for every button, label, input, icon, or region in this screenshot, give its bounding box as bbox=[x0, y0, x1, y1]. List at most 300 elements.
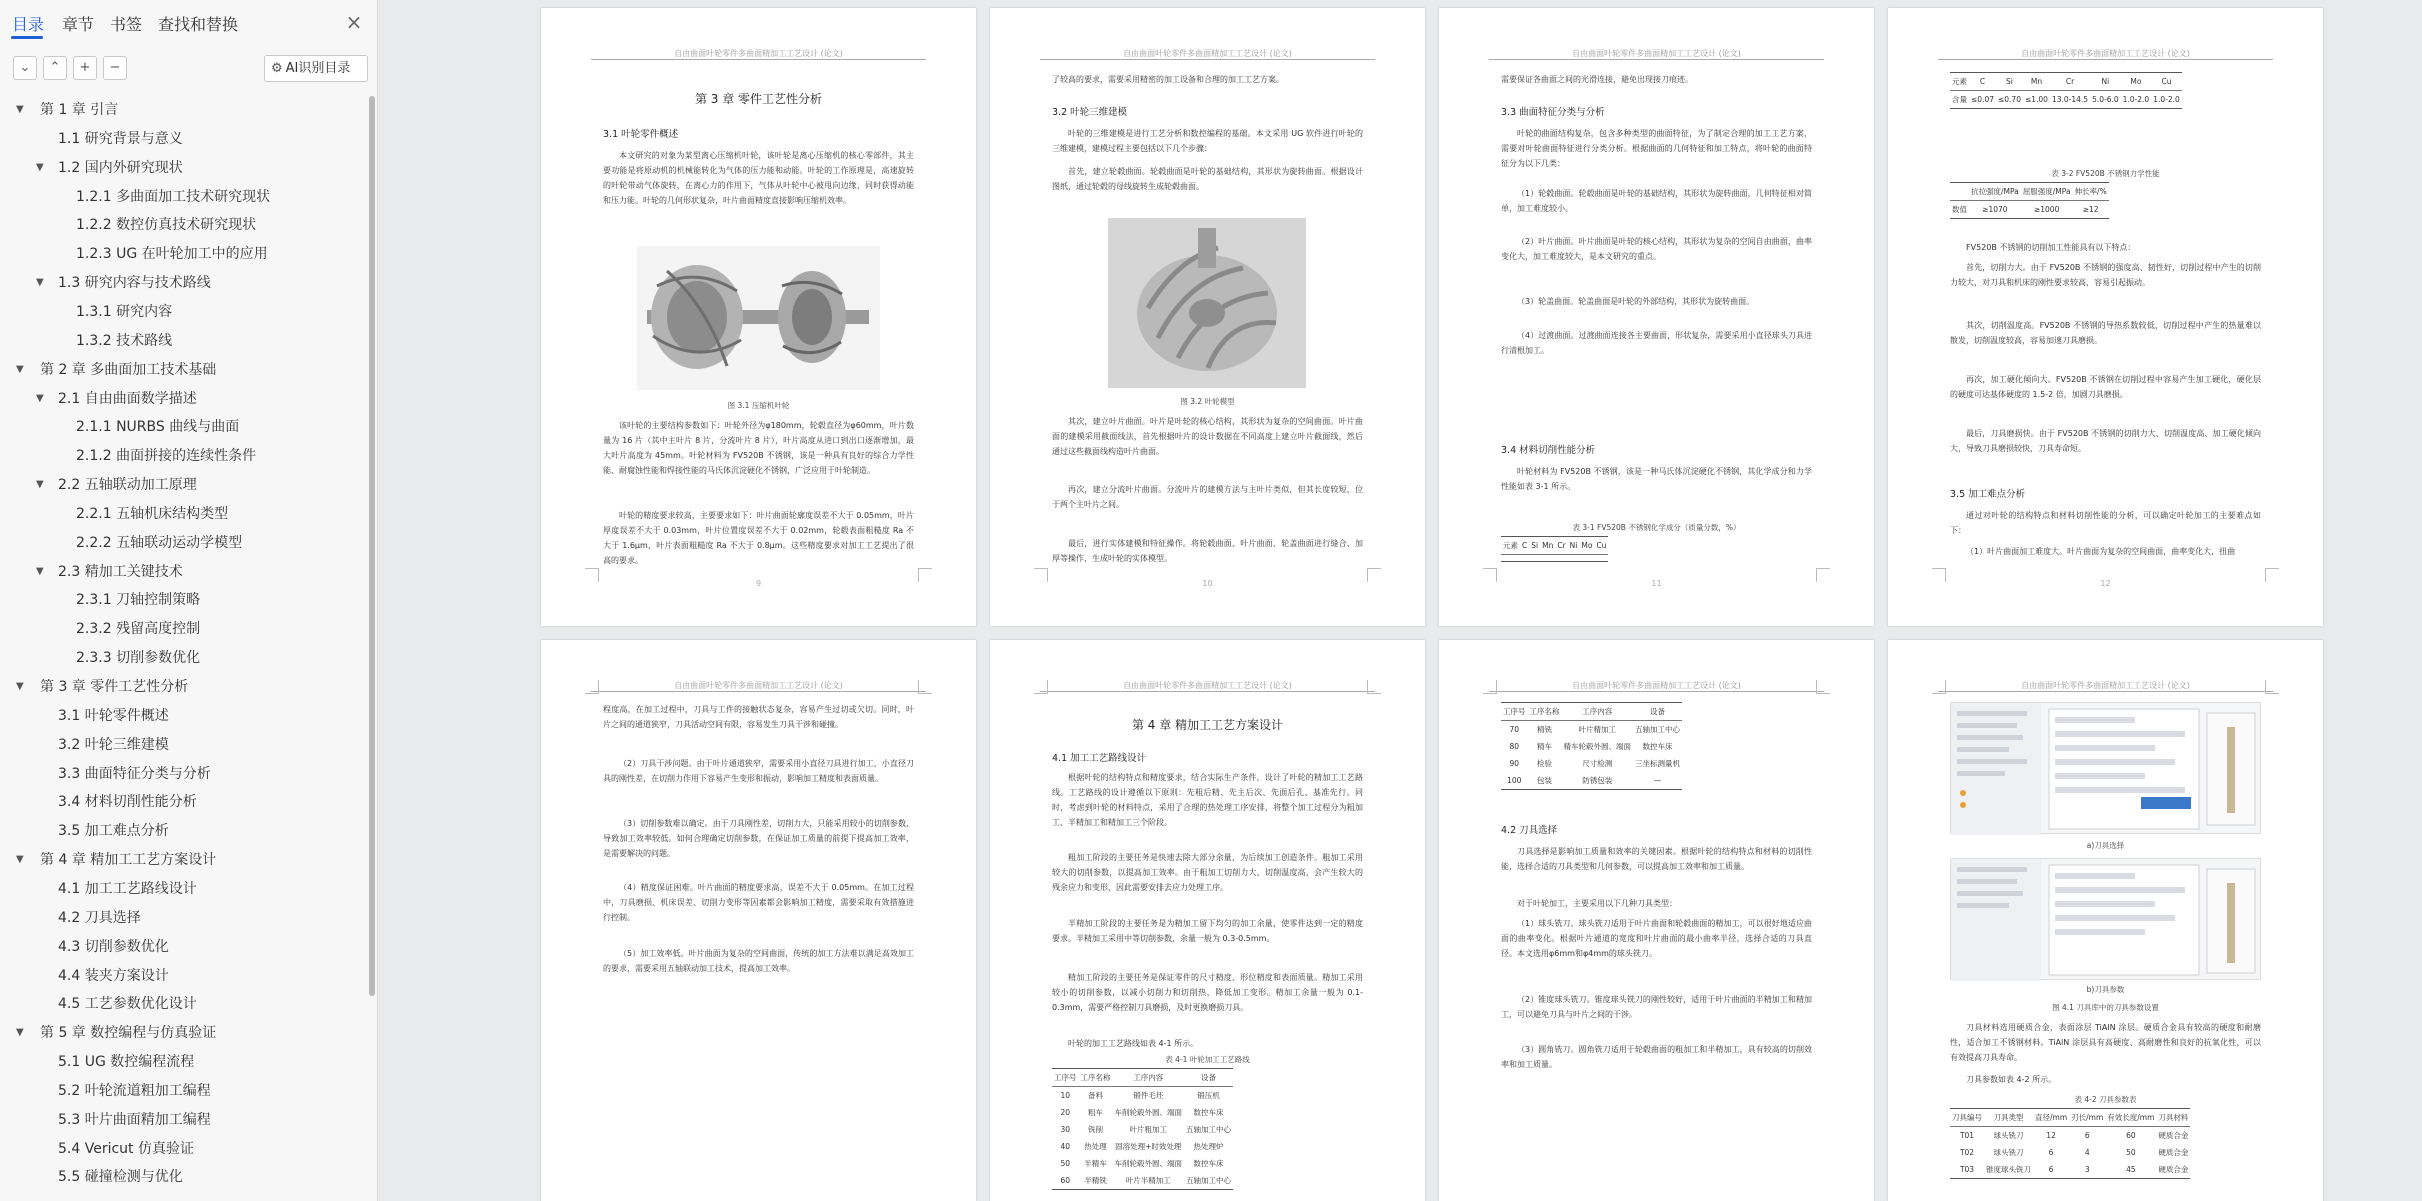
caret-down-icon[interactable]: ▼ bbox=[36, 161, 44, 173]
toc-item[interactable] bbox=[0, 1135, 360, 1163]
toc-item-label: 第 1 章 引言 bbox=[40, 102, 119, 118]
table-cell: 锥度球头铣刀 bbox=[1984, 1161, 2033, 1179]
table-cell: — bbox=[1633, 772, 1682, 790]
paragraph: 半精加工阶段的主要任务是为精加工留下均匀的加工余量，使零件达到一定的精度要求。半精加工采用中等切削参数，余量一般为 0.3-0.5mm。 bbox=[1052, 919, 1363, 943]
toc-item[interactable] bbox=[0, 615, 360, 643]
document-viewer[interactable] bbox=[378, 0, 2422, 1201]
table-cell: 热处理 bbox=[1084, 1142, 1107, 1151]
toc-item[interactable] bbox=[0, 1106, 360, 1134]
table-row bbox=[1052, 1104, 1233, 1121]
toc-item[interactable] bbox=[0, 442, 360, 470]
toc-item[interactable] bbox=[0, 327, 360, 355]
table-cell: 热处理炉 bbox=[1193, 1142, 1224, 1151]
table-cell: 锻压机 bbox=[1197, 1091, 1220, 1100]
paragraph: 程度高，在加工过程中，刀具与工件的接触状态复杂，容易产生过切或欠切。同时，叶片之间的通道狭窄，刀具活动空间有限，容易发生刀具干涉和碰撞。 bbox=[603, 705, 914, 729]
paragraph: 再次，加工硬化倾向大。FV520B 不锈钢在切削过程中容易产生加工硬化，硬化层的硬度可达基体硬度的 1.5-2 倍，加剧刀具磨损。 bbox=[1950, 375, 2261, 399]
section-heading: 4.2 刀具选择 bbox=[1501, 825, 1558, 836]
toc-item[interactable] bbox=[0, 673, 360, 701]
caret-down-icon[interactable]: ▼ bbox=[16, 104, 24, 115]
chevron-up-icon[interactable]: ⌃ bbox=[43, 56, 67, 80]
page-corner-mark bbox=[1932, 680, 1946, 694]
paragraph: （1）叶片曲面加工难度大。叶片曲面为复杂的空间曲面，曲率变化大，扭曲 bbox=[1966, 547, 2236, 556]
chevron-down-icon[interactable]: ⌄ bbox=[13, 56, 37, 80]
paragraph: （3）圆角铣刀。圆角铣刀适用于轮毂曲面的粗加工和半精加工，具有较高的切削效率和加工质量。 bbox=[1501, 1045, 1812, 1069]
figure-caption: 图 3.1 压缩机叶轮 bbox=[727, 401, 790, 410]
paragraph: 最后，刀具磨损快。由于 FV520B 不锈钢的切削力大、切削温度高、加工硬化倾向大，导致刀具磨损较快，刀具寿命短。 bbox=[1950, 429, 2261, 453]
table-row bbox=[1052, 1138, 1233, 1155]
caret-down-icon[interactable]: ▼ bbox=[16, 1027, 24, 1039]
page-12 bbox=[1888, 8, 2323, 626]
page-header: 自由曲面叶轮零件多曲面精加工工艺设计 (论文) bbox=[674, 681, 843, 690]
tool-selection-screenshot bbox=[1950, 702, 2261, 834]
outline-sidebar bbox=[0, 0, 378, 1201]
table-header-cell: 工序内容 bbox=[1113, 1069, 1185, 1087]
table-cell: 铣削 bbox=[1088, 1125, 1103, 1134]
page-corner-mark bbox=[1367, 680, 1381, 694]
table-cell: 12 bbox=[2046, 1131, 2056, 1140]
table-header-cell: Ni bbox=[1568, 537, 1580, 555]
toc-scrollbar-thumb[interactable] bbox=[369, 96, 375, 996]
toc-item[interactable] bbox=[0, 269, 360, 297]
toc-item-label: 2.1.2 曲面拼接的连续性条件 bbox=[76, 448, 257, 465]
table-cell: 精铣 bbox=[1537, 725, 1552, 734]
table-row bbox=[1052, 1155, 1233, 1172]
tab-chapters[interactable]: 章节 bbox=[62, 15, 95, 34]
page-15 bbox=[1439, 640, 1874, 1201]
toc-item-label: 2.3 精加工关键技术 bbox=[58, 563, 183, 580]
table-row bbox=[1950, 91, 2182, 109]
table-cell: 锻件毛坯 bbox=[1133, 1091, 1164, 1100]
table-cell: 精车轮毂外圆、端面 bbox=[1563, 742, 1631, 751]
table-cell: 10 bbox=[1060, 1091, 1071, 1100]
toc-item[interactable] bbox=[0, 96, 360, 124]
toc-item[interactable] bbox=[0, 471, 360, 499]
page-9 bbox=[541, 8, 976, 626]
toc-item[interactable] bbox=[0, 962, 360, 990]
toc-item[interactable] bbox=[0, 1048, 360, 1076]
table-cell: 30 bbox=[1060, 1125, 1071, 1134]
table-caption: 表 3-1 FV520B 不锈钢化学成分（质量分数，%） bbox=[1572, 523, 1741, 532]
table-header-cell: 设备 bbox=[1184, 1069, 1233, 1087]
table-caption: 表 4-2 刀具参数表 bbox=[2074, 1095, 2137, 1104]
table-cell: 90 bbox=[1509, 759, 1520, 768]
table-cell: 数控车床 bbox=[1193, 1159, 1224, 1168]
page-header: 自由曲面叶轮零件多曲面精加工工艺设计 (论文) bbox=[1572, 681, 1741, 690]
table-cell: 4 bbox=[2084, 1148, 2090, 1157]
tab-toc[interactable]: 目录 bbox=[12, 15, 45, 34]
figure-caption: 图 3.2 叶轮模型 bbox=[1180, 397, 1235, 406]
toc-item-label: 1.3.1 研究内容 bbox=[76, 303, 173, 320]
table-header-cell: 伸长率/% bbox=[2073, 183, 2109, 201]
toc-item[interactable] bbox=[0, 933, 360, 961]
tool-parameters-table bbox=[1950, 1108, 2190, 1179]
page-corner-mark bbox=[585, 680, 599, 694]
header-rule bbox=[1938, 59, 2273, 60]
table-cell: 硬质合金 bbox=[2158, 1148, 2189, 1157]
toc-item-label: 3.4 材料切削性能分析 bbox=[58, 794, 197, 811]
table-row bbox=[1501, 738, 1682, 755]
toc-scrollbar[interactable] bbox=[368, 96, 378, 1201]
table-row bbox=[1501, 721, 1682, 739]
caret-down-icon[interactable]: ▼ bbox=[36, 565, 44, 577]
table-header-cell: Cu bbox=[2151, 73, 2182, 91]
paragraph: 该叶轮的主要结构参数如下：叶轮外径为φ180mm，轮毂直径为φ60mm，叶片数量为 16 片（其中主叶片 8 片，分流叶片 8 片），叶片高度从进口到出口逐渐增加，最大叶片高度为 45mm。叶轮材料为 FV520B 不锈钢，该是一种具有良好的综合力学性能、耐腐蚀性能和焊接性能的马氏体沉淀硬化不锈钢，广泛应用于叶轮制造。 bbox=[603, 421, 914, 475]
figure-caption: 图 4.1 刀具库中的刀具参数设置 bbox=[2052, 1003, 2159, 1012]
table-cell: 球头铣刀 bbox=[1993, 1131, 2024, 1140]
table-cell: 40 bbox=[1060, 1142, 1071, 1151]
caret-down-icon[interactable]: ▼ bbox=[16, 363, 24, 375]
ai-button-label: AI识别目录 bbox=[285, 61, 351, 76]
section-heading: 3.2 叶轮三维建模 bbox=[1052, 107, 1128, 118]
table-header-row bbox=[1052, 1069, 1233, 1087]
section-heading: 3.3 曲面特征分类与分析 bbox=[1501, 107, 1605, 118]
table-header-row bbox=[1950, 73, 2182, 91]
toc-item-label: 1.2.3 UG 在叶轮加工中的应用 bbox=[76, 246, 268, 263]
table-cell: 1.0-2.0 bbox=[2151, 91, 2182, 109]
toc-item-label: 5.5 碰撞检测与优化 bbox=[58, 1169, 183, 1186]
chapter-title: 第 3 章 零件工艺性分析 bbox=[694, 92, 823, 106]
toc-item-label: 3.1 叶轮零件概述 bbox=[58, 707, 169, 724]
toc-item[interactable] bbox=[0, 990, 360, 1018]
toc-item[interactable] bbox=[0, 702, 360, 730]
table-row bbox=[1950, 1161, 2190, 1179]
toc-toolbar bbox=[0, 52, 378, 86]
table-cell: ≥1070 bbox=[1969, 201, 2021, 219]
table-cell: T03 bbox=[1950, 1161, 1984, 1179]
toc-item[interactable] bbox=[0, 356, 360, 384]
section-heading: 3.4 材料切削性能分析 bbox=[1501, 445, 1596, 456]
table-cell: 粗车 bbox=[1088, 1108, 1103, 1117]
toc-item[interactable] bbox=[0, 558, 360, 586]
caret-down-icon[interactable]: ▼ bbox=[36, 479, 44, 491]
table-cell: 70 bbox=[1509, 725, 1520, 734]
table-header-cell: Si bbox=[1529, 537, 1540, 555]
table-cell: 五轴加工中心 bbox=[1186, 1125, 1231, 1134]
toc-item[interactable] bbox=[0, 644, 360, 672]
toc-item-label: 第 3 章 零件工艺性分析 bbox=[40, 679, 189, 695]
toc-item-label: 2.3.3 切削参数优化 bbox=[76, 650, 201, 667]
table-header-cell: 设备 bbox=[1633, 703, 1682, 721]
toc-item[interactable] bbox=[0, 760, 360, 788]
toc-item-label: 4.3 切削参数优化 bbox=[58, 938, 169, 955]
paragraph: 通过对叶轮的结构特点和材料切削性能的分析，可以确定叶轮加工的主要难点如下： bbox=[1950, 511, 2261, 535]
table-header-cell: 工序号 bbox=[1052, 1069, 1079, 1087]
toc-item[interactable] bbox=[0, 788, 360, 816]
header-rule bbox=[1040, 691, 1375, 692]
table-header-cell: C bbox=[1969, 73, 1996, 91]
toc-item-label: 5.4 Vericut 仿真验证 bbox=[58, 1140, 194, 1157]
table-cell: 检验 bbox=[1537, 759, 1552, 768]
header-rule bbox=[1040, 59, 1375, 60]
toc-item-label: 2.2.2 五轴联动运动学模型 bbox=[76, 534, 243, 551]
table-row bbox=[1950, 201, 2109, 219]
table-cell: 半精铣 bbox=[1079, 1172, 1113, 1190]
ai-recognize-toc-button[interactable] bbox=[264, 55, 368, 82]
paragraph: 对于叶轮加工，主要采用以下几种刀具类型： bbox=[1517, 899, 1677, 908]
toc-item-label: 4.1 加工工艺路线设计 bbox=[58, 880, 197, 897]
toc-item-label: 4.5 工艺参数优化设计 bbox=[58, 996, 197, 1013]
table-caption: 表 4-1 叶轮加工工艺路线 bbox=[1165, 1055, 1250, 1064]
table-header-cell: Cr bbox=[2050, 73, 2090, 91]
toc-item-label: 1.2.2 数控仿真技术研究现状 bbox=[76, 217, 257, 234]
page-10 bbox=[990, 8, 1425, 626]
toc-item-label: 第 5 章 数控编程与仿真验证 bbox=[40, 1025, 217, 1042]
toc-item[interactable] bbox=[0, 586, 360, 614]
table-cell: 6 bbox=[2084, 1131, 2090, 1140]
tool-parameters-screenshot bbox=[1950, 858, 2261, 980]
toc-item[interactable] bbox=[0, 385, 360, 413]
toc-item-label: 2.2 五轴联动加工原理 bbox=[58, 477, 197, 494]
table-cell: 6 bbox=[2033, 1161, 2069, 1179]
table-row bbox=[1052, 1172, 1233, 1190]
table-cell: 60 bbox=[1052, 1172, 1079, 1190]
table-cell: 20 bbox=[1060, 1108, 1071, 1117]
toc-item-label: 1.3 研究内容与技术路线 bbox=[58, 275, 211, 292]
table-row bbox=[1950, 1127, 2190, 1145]
toc-item[interactable] bbox=[0, 240, 360, 268]
toc-item-label: 5.1 UG 数控编程流程 bbox=[58, 1054, 195, 1071]
paragraph: 刀具选择是影响加工质量和效率的关键因素。根据叶轮的结构特点和材料的切削性能，选择合适的刀具类型和几何参数，可以提高加工效率和加工质量。 bbox=[1501, 847, 1812, 871]
toc-item-label: 2.2.1 五轴机床结构类型 bbox=[76, 505, 229, 522]
chapter-title: 第 4 章 精加工工艺方案设计 bbox=[1131, 718, 1284, 732]
paragraph: 本文研究的对象为某型离心压缩机叶轮，该叶轮是离心压缩机的核心零部件，其主要功能是将原动机的机械能转化为气体的压力能和动能。叶轮的工作原理是，高速旋转的叶轮带动气体旋转，在离心力的作用下，气体从叶轮中心被甩向边缘，同时获得动能和压力能。叶轮的几何形状复杂，叶片曲面精度直接影响压缩机效率。 bbox=[603, 151, 914, 205]
paragraph: （2）叶片曲面。叶片曲面是叶轮的核心结构，其形状为复杂的空间自由曲面，曲率变化大，加工难度较大，是本文研究的重点。 bbox=[1501, 237, 1812, 261]
toc-item-label: 3.3 曲面特征分类与分析 bbox=[58, 765, 211, 782]
header-rule bbox=[1938, 691, 2273, 692]
toc-item-label: 2.1 自由曲面数学描述 bbox=[58, 390, 197, 407]
header-rule bbox=[1489, 59, 1824, 60]
table-header-cell: C bbox=[1520, 537, 1529, 555]
paragraph: 叶轮的加工工艺路线如表 4-1 所示。 bbox=[1068, 1039, 1199, 1048]
table-header-cell: Mn bbox=[1540, 537, 1555, 555]
table-header-cell: 工序内容 bbox=[1562, 703, 1634, 721]
paragraph: 需要保证各曲面之间的光滑连接，避免出现接刀痕迹。 bbox=[1501, 75, 1693, 84]
impeller-model-figure bbox=[1108, 218, 1306, 388]
table-header-cell: 直径/mm bbox=[2033, 1109, 2069, 1127]
table-header-cell: 元素 bbox=[1501, 537, 1520, 555]
table-cell: 3 bbox=[2069, 1161, 2105, 1179]
toc-item[interactable] bbox=[0, 875, 360, 903]
toc-item[interactable] bbox=[0, 904, 360, 932]
table-header-cell: Cr bbox=[1555, 537, 1567, 555]
toc-item-label: 1.2.1 多曲面加工技术研究现状 bbox=[76, 188, 271, 205]
toc-item-label: 3.2 叶轮三维建模 bbox=[58, 736, 169, 753]
table-header-cell: Mn bbox=[2023, 73, 2050, 91]
page-header: 自由曲面叶轮零件多曲面精加工工艺设计 (论文) bbox=[2021, 49, 2190, 58]
table-row bbox=[1950, 1144, 2190, 1161]
paragraph: （3）切削参数难以确定。由于刀具刚性差，切削力大，只能采用较小的切削参数，导致加工效率较低。如何合理确定切削参数，在保证加工质量的前提下提高加工效率，是需要解决的问题。 bbox=[603, 819, 914, 858]
process-route-table-continued bbox=[1501, 702, 1682, 790]
table-row bbox=[1052, 1087, 1233, 1105]
page-11 bbox=[1439, 8, 1874, 626]
toc-item[interactable] bbox=[0, 125, 360, 153]
table-cell: 叶片粗加工 bbox=[1129, 1125, 1167, 1134]
toc-item-label: 2.3.1 刀轴控制策略 bbox=[76, 592, 201, 609]
toc-item[interactable] bbox=[0, 183, 360, 211]
minus-icon[interactable]: − bbox=[103, 56, 127, 80]
table-cell: 数控车床 bbox=[1642, 742, 1673, 751]
toc-item-label: 1.3.2 技术路线 bbox=[76, 332, 173, 349]
page-corner-mark bbox=[1816, 680, 1830, 694]
table-cell: 半精车 bbox=[1084, 1159, 1107, 1168]
section-heading: 4.1 加工工艺路线设计 bbox=[1052, 753, 1147, 764]
table-row bbox=[1501, 772, 1682, 790]
table-header-cell: Cu bbox=[1594, 537, 1608, 555]
toc-item[interactable] bbox=[0, 1019, 360, 1047]
plus-icon[interactable]: + bbox=[73, 56, 97, 80]
composition-table-continued bbox=[1950, 72, 2182, 109]
toc-item[interactable] bbox=[0, 1163, 360, 1191]
table-header-cell: Mo bbox=[1579, 537, 1594, 555]
table-header-cell: Si bbox=[1996, 73, 2023, 91]
table-cell: 含量 bbox=[1950, 91, 1969, 109]
toc-item-label: 4.2 刀具选择 bbox=[58, 909, 141, 926]
paragraph: 刀具参数如表 4-2 所示。 bbox=[1966, 1075, 2057, 1084]
paragraph: 首先，建立轮毂曲面。轮毂曲面是叶轮的基础结构，其形状为旋转曲面。根据设计图纸，通过轮毂的母线旋转生成轮毂曲面。 bbox=[1052, 167, 1363, 191]
page-header: 自由曲面叶轮零件多曲面精加工工艺设计 (论文) bbox=[1123, 49, 1292, 58]
toc-item-label: 第 4 章 精加工工艺方案设计 bbox=[40, 852, 217, 869]
paragraph: FV520B 不锈钢的切削加工性能具有以下特点： bbox=[1966, 243, 2136, 252]
table-cell: 防锈包装 bbox=[1562, 772, 1634, 790]
tab-find-replace[interactable]: 查找和替换 bbox=[158, 15, 239, 34]
page-header: 自由曲面叶轮零件多曲面精加工工艺设计 (论文) bbox=[2021, 681, 2190, 690]
table-cell: 车削轮毂外圆、端面 bbox=[1114, 1108, 1182, 1117]
paragraph: 粗加工阶段的主要任务是快速去除大部分余量，为后续加工创造条件。粗加工采用较大的切削参数，以提高加工效率。由于粗加工切削力大，切削温度高，会产生较大的残余应力和变形，因此需要安排去应力处理工序。 bbox=[1052, 853, 1363, 892]
header-rule bbox=[591, 691, 926, 692]
table-cell: 数值 bbox=[1950, 201, 1969, 219]
caret-down-icon[interactable]: ▼ bbox=[36, 277, 44, 289]
toc-item[interactable] bbox=[0, 1077, 360, 1105]
toc-item-label: 第 2 章 多曲面加工技术基础 bbox=[40, 361, 217, 378]
paragraph: （1）球头铣刀。球头铣刀适用于叶片曲面和轮毂曲面的精加工，可以很好地适应曲面的曲率变化。根据叶片通道的宽度和叶片曲面的最小曲率半径，选择合适的刀具直径。本文选用φ6mm和φ4mm的球头铣刀。 bbox=[1501, 919, 1812, 958]
toc-item[interactable] bbox=[0, 298, 360, 326]
table-cell: 备料 bbox=[1088, 1091, 1103, 1100]
table-cell: 60 bbox=[2126, 1131, 2136, 1140]
table-cell: 100 bbox=[1501, 772, 1528, 790]
process-route-table bbox=[1052, 1068, 1233, 1190]
paragraph: 了较高的要求，需要采用精密的加工设备和合理的加工工艺方案。 bbox=[1052, 75, 1284, 84]
page-number: 9 bbox=[755, 579, 762, 588]
table-cell: 硬质合金 bbox=[2156, 1161, 2190, 1179]
table-header-cell: 抗拉强度/MPa bbox=[1969, 183, 2021, 201]
toc-item-label: 2.3.2 残留高度控制 bbox=[76, 621, 201, 638]
paragraph: 叶轮的曲面结构复杂，包含多种类型的曲面特征，为了制定合理的加工工艺方案，需要对叶轮曲面特征进行分类分析。根据曲面的几何特征和加工特点，将叶轮的曲面特征分为以下几类： bbox=[1501, 129, 1812, 168]
table-cell: 球头铣刀 bbox=[1993, 1148, 2024, 1157]
table-header-cell: 刀具类型 bbox=[1984, 1109, 2033, 1127]
table-cell: 尺寸检测 bbox=[1582, 759, 1613, 768]
table-row bbox=[1501, 755, 1682, 772]
impeller-figure bbox=[637, 246, 880, 390]
table-header-cell: Mo bbox=[2121, 73, 2152, 91]
table-header-cell: 工序名称 bbox=[1528, 703, 1562, 721]
table-row bbox=[1052, 1121, 1233, 1138]
toc-tree bbox=[0, 96, 368, 1201]
toc-item-label: 3.5 加工难点分析 bbox=[58, 823, 169, 840]
table-cell: 13.0-14.5 bbox=[2050, 91, 2090, 109]
composition-table bbox=[1501, 536, 1608, 562]
caret-down-icon[interactable]: ▼ bbox=[36, 392, 44, 404]
table-cell: 6 bbox=[2048, 1148, 2054, 1157]
table-header-cell: 元素 bbox=[1950, 73, 1969, 91]
toc-item-label: 1.1 研究背景与意义 bbox=[58, 130, 183, 147]
paragraph: 其次，切削温度高。FV520B 不锈钢的导热系数较低，切削过程中产生的热量难以散发，切削温度较高，容易加速刀具磨损。 bbox=[1950, 321, 2261, 345]
paragraph: （1）轮毂曲面。轮毂曲面是叶轮的基础结构，其形状为旋转曲面，几何特征相对简单，加工难度较小。 bbox=[1501, 189, 1812, 213]
paragraph: （3）轮盖曲面。轮盖曲面是叶轮的外部结构，其形状为旋转曲面。 bbox=[1517, 297, 1755, 306]
toc-item[interactable] bbox=[0, 500, 360, 528]
page-corner-mark bbox=[2265, 680, 2279, 694]
mechanical-properties-table bbox=[1950, 182, 2109, 219]
toc-item[interactable] bbox=[0, 817, 360, 845]
table-cell: ≤1.00 bbox=[2023, 91, 2050, 109]
table-cell: 叶片半精加工 bbox=[1113, 1172, 1185, 1190]
table-header-cell: 屈服强度/MPa bbox=[2021, 183, 2073, 201]
section-heading: 3.5 加工难点分析 bbox=[1950, 489, 2026, 500]
ai-icon: ⚙ bbox=[271, 61, 283, 76]
table-cell: 50 bbox=[2126, 1148, 2136, 1157]
section-heading: 3.1 叶轮零件概述 bbox=[603, 129, 679, 140]
table-header-cell: 刀具编号 bbox=[1950, 1109, 1984, 1127]
table-cell: 五轴加工中心 bbox=[1635, 725, 1680, 734]
table-cell: 硬质合金 bbox=[2158, 1131, 2189, 1140]
paragraph: （2）刀具干涉问题。由于叶片通道狭窄，需要采用小直径刀具进行加工，小直径刀具的刚性差，在切削力作用下容易产生变形和振动，影响加工精度和表面质量。 bbox=[603, 759, 914, 783]
table-cell: 数控车床 bbox=[1193, 1108, 1224, 1117]
table-header-cell: 有效长度/mm bbox=[2105, 1109, 2156, 1127]
toc-item[interactable] bbox=[0, 413, 360, 441]
toc-item[interactable] bbox=[0, 211, 360, 239]
table-cell: 50 bbox=[1060, 1159, 1071, 1168]
table-header-row bbox=[1950, 1109, 2190, 1127]
toc-item[interactable] bbox=[0, 154, 360, 182]
toc-item-label: 5.3 叶片曲面精加工编程 bbox=[58, 1111, 211, 1128]
table-cell: T02 bbox=[1959, 1148, 1975, 1157]
table-cell: ≤0.70 bbox=[1996, 91, 2023, 109]
page-13 bbox=[541, 640, 976, 1201]
close-icon[interactable]: × bbox=[345, 10, 363, 34]
table-header-cell bbox=[1950, 183, 1969, 201]
table-header-cell: 刃长/mm bbox=[2069, 1109, 2105, 1127]
caret-down-icon[interactable]: ▼ bbox=[16, 681, 24, 692]
page-number: 11 bbox=[1651, 579, 1662, 588]
header-rule bbox=[591, 59, 926, 60]
toc-item[interactable] bbox=[0, 846, 360, 874]
toc-item[interactable] bbox=[0, 529, 360, 557]
table-header-row bbox=[1501, 537, 1608, 555]
table-header-cell: 工序号 bbox=[1501, 703, 1528, 721]
paragraph: 再次，建立分流叶片曲面。分流叶片的建模方法与主叶片类似，但其长度较短，位于两个主叶片之间。 bbox=[1052, 485, 1363, 509]
caret-down-icon[interactable]: ▼ bbox=[16, 854, 24, 866]
toc-item-label: 4.4 装夹方案设计 bbox=[58, 967, 169, 984]
table-header-row bbox=[1950, 183, 2109, 201]
tab-bookmarks[interactable]: 书签 bbox=[110, 15, 143, 34]
page-corner-mark bbox=[1034, 680, 1048, 694]
header-rule bbox=[1489, 691, 1824, 692]
paragraph: （5）加工效率低。叶片曲面为复杂的空间曲面，传统的加工方法难以满足高效加工的要求，需要采用五轴联动加工技术，提高加工效率。 bbox=[603, 949, 914, 973]
toc-item-label: 5.2 叶轮流道粗加工编程 bbox=[58, 1082, 211, 1099]
paragraph: 根据叶轮的结构特点和精度要求，结合实际生产条件，设计了叶轮的精加工工艺路线。工艺路线的设计遵循以下原则：先粗后精、先主后次、先面后孔、基准先行。同时，考虑到叶轮的材料特点，采用了合理的热处理工序安排，将整个加工过程分为粗加工、半精加工和精加工三个阶段。 bbox=[1052, 773, 1363, 827]
paragraph: （2）锥度球头铣刀。锥度球头铣刀的刚性较好，适用于叶片曲面的半精加工和精加工，可以避免刀具与叶片之间的干涉。 bbox=[1501, 995, 1812, 1019]
page-number: 10 bbox=[1202, 579, 1213, 588]
table-cell: 包装 bbox=[1528, 772, 1562, 790]
page-header: 自由曲面叶轮零件多曲面精加工工艺设计 (论文) bbox=[1123, 681, 1292, 690]
page-header: 自由曲面叶轮零件多曲面精加工工艺设计 (论文) bbox=[1572, 49, 1741, 58]
page-16 bbox=[1888, 640, 2323, 1201]
paragraph: 叶轮的三维建模是进行工艺分析和数控编程的基础。本文采用 UG 软件进行叶轮的三维建模，建模过程主要包括以下几个步骤： bbox=[1052, 129, 1363, 153]
toc-item[interactable] bbox=[0, 731, 360, 759]
table-cell: T01 bbox=[1959, 1131, 1975, 1140]
table-caption: 表 3-2 FV520B 不锈钢力学性能 bbox=[2051, 169, 2160, 178]
active-tab-indicator bbox=[11, 36, 43, 39]
table-cell: 精车 bbox=[1537, 742, 1552, 751]
